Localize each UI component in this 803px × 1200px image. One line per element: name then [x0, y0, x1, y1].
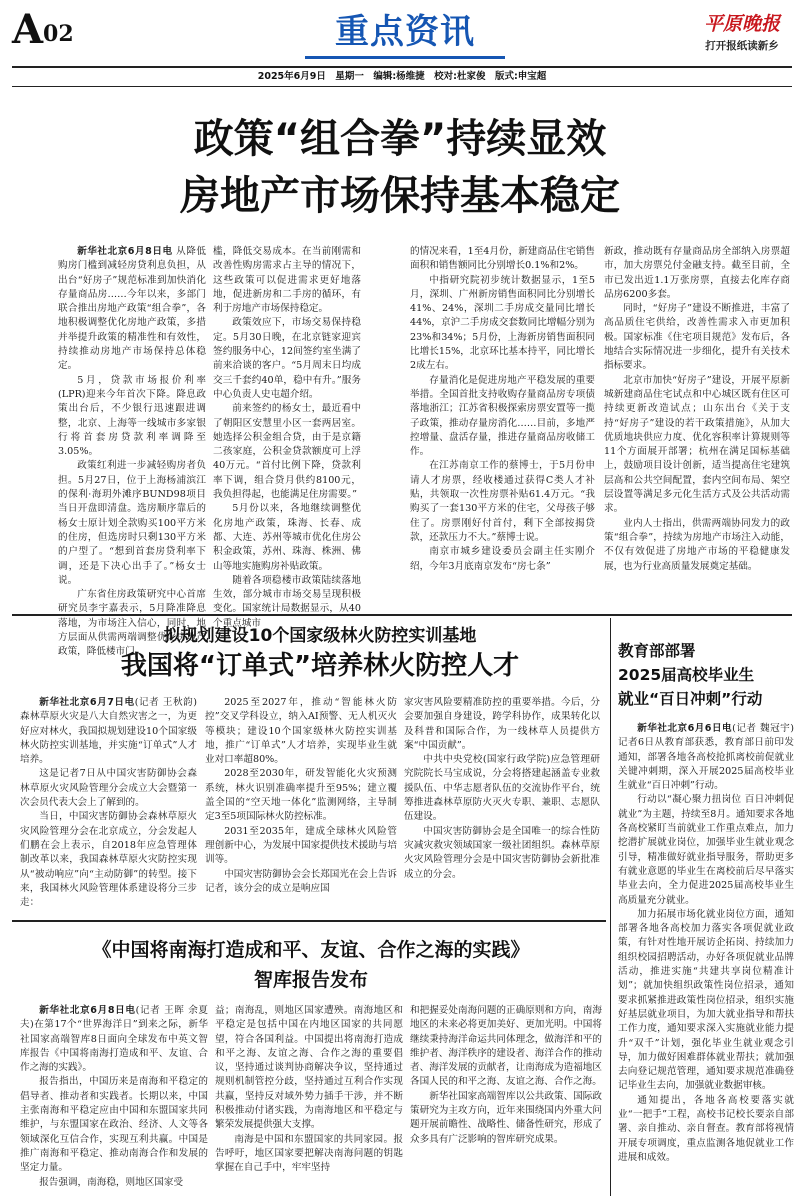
- section-title-underline: [305, 56, 505, 59]
- story1-col1-p1: 5月，贷款市场报价利率(LPR)迎来今年首次下降。降息政策出台后，不少银行迅速跟进调整，北京、上海等一线城市多家银行将首套房贷款利率调降至3.05%。: [58, 374, 206, 458]
- story1-col4-p3: 业内人士指出，供需两端协同发力的政策“组合拳”，持续为房地产市场注入动能，不仅有效促进了房地产市场的平稳健康发展，也为行业高质量发展奠定基础。: [604, 517, 790, 572]
- story3-lead: 新华社北京6月6日电: [637, 723, 733, 734]
- story1-col-3: [410, 245, 595, 610]
- story1-col3-p1: 中指研究院初步统计数据显示，1至5月，深圳、广州新房销售面积同比分别增长41%、24%，深圳二手房成交量同比增长44%，京沪二手房成交套数同比增幅分别为23%和34%；5月份，上海新房销售面积同比增长15%，北京环比基本持平，同比增长2成左右。: [410, 274, 595, 372]
- story3-headline-line1: 教育部部署: [618, 642, 696, 660]
- story1-col-2: [213, 245, 361, 629]
- story3-headline-line3: 就业“百日冲刺”行动: [618, 690, 763, 708]
- story2-col1-p1: 这是记者7日从中国灾害防御协会森林草原火灾风险管理分会成立大会暨第一次会员代表大会上了解到的。: [20, 768, 197, 809]
- story2-headline: 我国将“订单式”培养林火防控人才: [120, 651, 520, 681]
- story2-col2-p2: 2031至2035年，建成全球林火风险管理创新中心，为发展中国家提供技术援助与培训等。: [205, 825, 397, 866]
- story4-col-2: [215, 1004, 403, 1196]
- story3-col1-p0: 新华社北京6月6日电(记者 魏冠宇)记者6日从教育部获悉，教育部日前印发通知，部署各地各高校抢抓离校前促就业关键冲刺期，深入开展2025届高校毕业生就业“百日冲刺”行动。: [618, 723, 794, 792]
- page-number: [12, 8, 74, 52]
- page-masthead: [0, 0, 803, 90]
- story1-headline-line1: 政策“组合拳”持续显效: [193, 116, 607, 162]
- story4-col3-p0: 和把握妥处南海问题的正确原则和方向，南海地区的未来必将更加美好、更加光明。中国将继续秉持海洋命运共同体理念，做海洋和平的维护者、海洋秩序的建设者、海洋合作的推动者、海洋发展的贡献者，让南海成为造福地区各国人民的和平之海、友谊之海、合作之海。: [410, 1005, 602, 1088]
- page-digits: 02: [43, 21, 74, 47]
- story2-kicker: 拟规划建设10个国家级林火防控实训基地: [163, 626, 477, 646]
- story2-col3-p1: 中共中央党校(国家行政学院)应急管理研究院院长马宝成说，分会将搭建起涵盖专业救援队伍、中华志愿者队伍的交流协作平台，统筹推进森林草原防火灭火专职、兼职、志愿队伍建设。: [404, 754, 600, 823]
- masthead-rule-bottom: [12, 86, 792, 87]
- story4-col1-p1: 报告指出，中国历来是南海和平稳定的倡导者、推动者和实践者。长期以来，中国主张南海和平稳定应由中国和东盟国家共同维护，与东盟国家在政治、经济、人文等各领域深化互信合作，实现互利共赢。中国是推广南海和平稳定、推动南海合作和发展的坚定力量。: [20, 1076, 208, 1174]
- story4-headline-line1: 《中国将南海打造成和平、友谊、合作之海的实践》: [92, 939, 530, 961]
- story1-col2-p3: 5月份以来，各地继续调整优化房地产政策，珠海、长春、成都、大连、苏州等城市优化住房公积金政策，苏州、珠海、株洲、佛山等地实施购房补贴政策。: [213, 503, 361, 572]
- paper-slogan: 打开报纸读新乡: [705, 40, 779, 52]
- story2-col3-p2: 中国灾害防御协会是全国唯一的综合性防灾减灾救灾领域国家一级社团组织。森林草原火灾风险管理分会是中国灾害防御协会新批准成立的分会。: [404, 825, 600, 880]
- story3-headline-line2: 2025届高校毕业生: [618, 666, 755, 684]
- story1-col1-p3: 广东省住房政策研究中心首席研究员李宇嘉表示，5月降准降息落地，为市场注入信心，同时，地方层面从供需两端调整优化房地产政策，降低楼市门: [58, 589, 206, 658]
- story4-col2-p0: 益；南海乱，则地区国家遭殃。南海地区和平稳定是包括中国在内地区国家的共同愿望，符合各国利益。中国提出将南海打造成和平之海、友谊之海、合作之海的重要倡议，坚持通过谈判协商解决争议，坚持通过规则机制管控分歧，坚持通过互利合作实现共赢，坚持反对域外势力插手干涉，并不断积极推动付诸实践，为南海地区和平稳定与繁荣发展提供强大支撑。: [215, 1005, 403, 1131]
- paper-logo: 平原晚报: [703, 13, 780, 35]
- story1-col4-p1: 同时，“好房子”建设不断推进，丰富了高品质住宅供给，改善性需求入市更加积极。国家标准《住宅项目规范》发布后，各地结合实际情况进一步细化，提升有关技术指标要求。: [604, 303, 790, 372]
- story4-lead: 新华社北京6月8日电: [39, 1005, 136, 1016]
- story1-divider: [12, 614, 792, 616]
- story1-col4-p0: 新政，推动既有存量商品房全部纳入房票超市，加大房票兑付金融支持。截至目前，全市已发出近1.1万张房票，直接去化库存商品房6200多套。: [604, 246, 790, 300]
- story3-col1-p1: 行动以“凝心聚力扭岗位 百日冲刺促就业”为主题，持续至8月。通知要求各地各高校紧盯当前就业工作重点难点，加力挖潜扩展就业岗位，加强毕业生就业观念引导，精准做好就业指导服务，帮助更多有就业意愿的毕业生在离校前后尽早落实毕业去向，全力促进2025届高校毕业生高质量充分就业。: [618, 794, 794, 906]
- date-line: 2025年6月9日 星期一 编辑:杨维捷 校对:杜家俊 版式:申宝超: [257, 71, 547, 82]
- story1-col4-p2: 北京市加快“好房子”建设，开展平原新城新建商品住宅试点和中心城区既有住区可持续更新改造试点；山东出台《关于支持“好房子”建设的若干政策措施》，从加大优质地块供应力度、优化容积率计算规则等11个方面展开部署；杭州在满足国标基础上，鼓励项目设计创新，适当提高住宅建筑层高和公共空间配置，套内空间布局、架空层设置等满足多元化生活方式及公共活动需求。: [604, 374, 790, 515]
- story4-headline-line2: 智库报告发布: [253, 969, 368, 991]
- story1-col3-p4: 南京市城乡建设委员会副主任实刚介绍，今年3月底南京发布“房七条”: [410, 546, 595, 572]
- story4-col-3: [410, 1004, 602, 1196]
- story1-col2-p2: 前来签约的杨女士，最近看中了朝阳区安慧里小区一套两居室。她选择公积金组合贷，由于是京籍二孩家庭，公积金贷款额度可上浮40万元。“首付比例下降，贷款利率下调，组合贷月供约8100元，我负担得起，也能满足住房需要。”: [213, 403, 361, 501]
- page-letter: A: [12, 6, 44, 53]
- story4-col3-p1: 新华社国家高端智库以公共政策、国际政策研究为主攻方向，近年来围绕国内外重大问题开展前瞻性、战略性、储备性研究，形成了众多具有广泛影响的智库研究成果。: [410, 1090, 602, 1145]
- story1-col1-p0: 新华社北京6月8日电 从降低购房门槛到减轻房贷利息负担，从出台“好房子”规范标准到加快消化存量商品房……今年以来，多部门联合推出房地产政策“组合拳”，各地积极调整优化房地产政策，多措并举提升政策的精准性和有效性，持续推动房地产市场保持总体稳定。: [58, 246, 206, 372]
- story4-col-1: [20, 1004, 208, 1196]
- story2-col-1: [20, 696, 197, 916]
- story2-col3-p0: 家灾害风险要精准防控的重要举措。今后，分会要加强自身建设，跨学科协作，成果转化以及科普和国际合作，为一线林草人员提供方案“中国贡献”。: [404, 697, 600, 751]
- story1-col-4: [604, 245, 790, 610]
- story1-lead: 新华社北京6月8日电: [77, 246, 173, 257]
- story2-col1-p2: 当日，中国灾害防御协会森林草原火灾风险管理分会在北京成立，分会发起人们鹏在会上表示，自2018年应急管理体制改革以来，我国森林草原火灾防控实现从“被动响应”向“主动防御”的转型。接下来，我国林火风险管理体系建设将分三步走：: [20, 811, 197, 909]
- story4-col2-p1: 南海是中国和东盟国家的共同家园。报告呼吁，地区国家要把解决南海问题的钥匙掌握在自己手中，牢牢坚持: [215, 1133, 403, 1174]
- story1-headline-line2: 房地产市场保持基本稳定: [180, 173, 620, 219]
- story1-col3-p2: 存量消化是促进房地产平稳发展的重要举措。全国首批支持收购存量商品房专项债落地浙江；江苏省积极探索房票安置等一揽子政策，推动存量房消化……目前，多地严控增量、盘活存量，推进存量商品房收储工作。: [410, 374, 595, 458]
- story2-divider: [12, 920, 606, 922]
- story1-col2-p0: 槛，降低交易成本。在当前刚需和改善性购房需求占主导的情况下，这些政策可以促进需求更好地落地，促进新房和二手房的循环，有利于房地产市场保持稳定。: [213, 246, 361, 315]
- story3-col-1: [618, 722, 794, 1196]
- story2-story3-divider: [610, 618, 611, 1196]
- story1-col2-p1: 政策效应下，市场交易保持稳定。5月30日晚，在北京链家迎宾签约服务中心，12间签约室坐满了前来洽谈的客户。“5月周末日均成交三千套约40单，稳中有升。”服务中心负责人史屯超介绍。: [213, 317, 361, 400]
- story4-col1-p2: 报告强调，南海稳，则地区国家受: [39, 1176, 184, 1188]
- story2-col1-p0: 新华社北京6月7日电(记者 王秋韵)森林草原火灾是八大自然灾害之一，为更好应对林火，我国拟规划建设10个国家级林火防控实训基地，并实施“订单式”人才培养。: [20, 697, 197, 766]
- story2-col-2: [205, 696, 397, 916]
- story1-col3-p0: 的情况来看，1至4月份，新建商品住宅销售面积和销售额同比分别增长0.1%和2%。: [410, 246, 595, 272]
- section-title: 重点资讯: [335, 12, 475, 52]
- story1-col2-p4: 随着各项稳楼市政策陆续落地生效，部分城市市场交易呈现积极变化。国家统计局数据显示，从40个重点城市: [213, 574, 361, 629]
- story2-col2-p3: 中国灾害防御协会会长郑国光在会上告诉记者，该分会的成立是响应国: [205, 868, 397, 894]
- story3-col1-p2: 加力拓展市场化就业岗位方面，通知部署各地各高校加力落实各项促就业政策，有针对性地开展访企拓岗、持续加力组织校园招聘活动，办好各项促就业品牌活动，推进实施“共建共享岗位精准计划”；就加快组织政策性岗位招录，通知要求抓紧推进政策性岗位招录，组织实施好基层就业项目，为加大就业指导和帮扶工作力度，通知要求深入实施就业能力提升“双千”计划，强化毕业生就业观念引导，加力做好困难群体就业帮扶；就加强去向登记规范管理，通知要求规范准确登记毕业生去向，加强就业数据审核。: [618, 908, 794, 1092]
- story1-col1-p2: 政策红利进一步减轻购房者负担。5月27日，位于上海杨浦滨江的保利·海玥外滩序BUND98项目当日开盘即清盘。选房顺序靠后的杨女士原计划全款购买100平方米的住房，但选房时只剩130平方米的户型了。“想到首套房贷利率下调，还是下决心出手了。”杨女士说。: [58, 460, 206, 586]
- story2-lead: 新华社北京6月7日电: [39, 697, 135, 708]
- masthead-rule-top: [12, 66, 792, 68]
- story2-col-3: [404, 696, 600, 916]
- story2-col2-p1: 2028至2030年，研发智能化火灾预测系统，林火识别准确率提升至95%；建立覆盖全国的“空天地一体化”监测网络，主导制定3至5项国际林火防控标准。: [205, 768, 397, 823]
- story1-col-1: [58, 245, 206, 658]
- story1-col3-p3: 在江苏南京工作的蔡博士，于5月份申请人才房票，经收楼通过获得C类人才补贴，共领取一次性房票补贴61.4万元。“我购买了一套130平方米的住宅，父母孩子够住了。房票刚好付首付，剩下全部按揭贷款，还款压力不大。”蔡博士说。: [410, 460, 595, 543]
- story2-col2-p0: 2025至2027年，推动“智能林火防控”交叉学科设立，纳入AI预警、无人机灭火等模块；建设10个国家级林火防控实训基地，推广“订单式”人才培养，实现毕业生就业对口率超80%。: [205, 697, 397, 766]
- story4-col1-p0: 新华社北京6月8日电(记者 王晖 余夏夫)在第17个“世界海洋日”到来之际，新华社国家高端智库8日面向全球发布中英文智库报告《中国将南海打造成和平、友谊、合作之海的实践》。: [20, 1005, 209, 1074]
- story3-col1-p3: 通知提出，各地各高校要落实就业“一把手”工程，高校书记校长要亲自部署、亲自推动、亲自督查。教育部将视情开展专项调度，重点监测各地促就业工作进展和成效。: [618, 1094, 794, 1163]
